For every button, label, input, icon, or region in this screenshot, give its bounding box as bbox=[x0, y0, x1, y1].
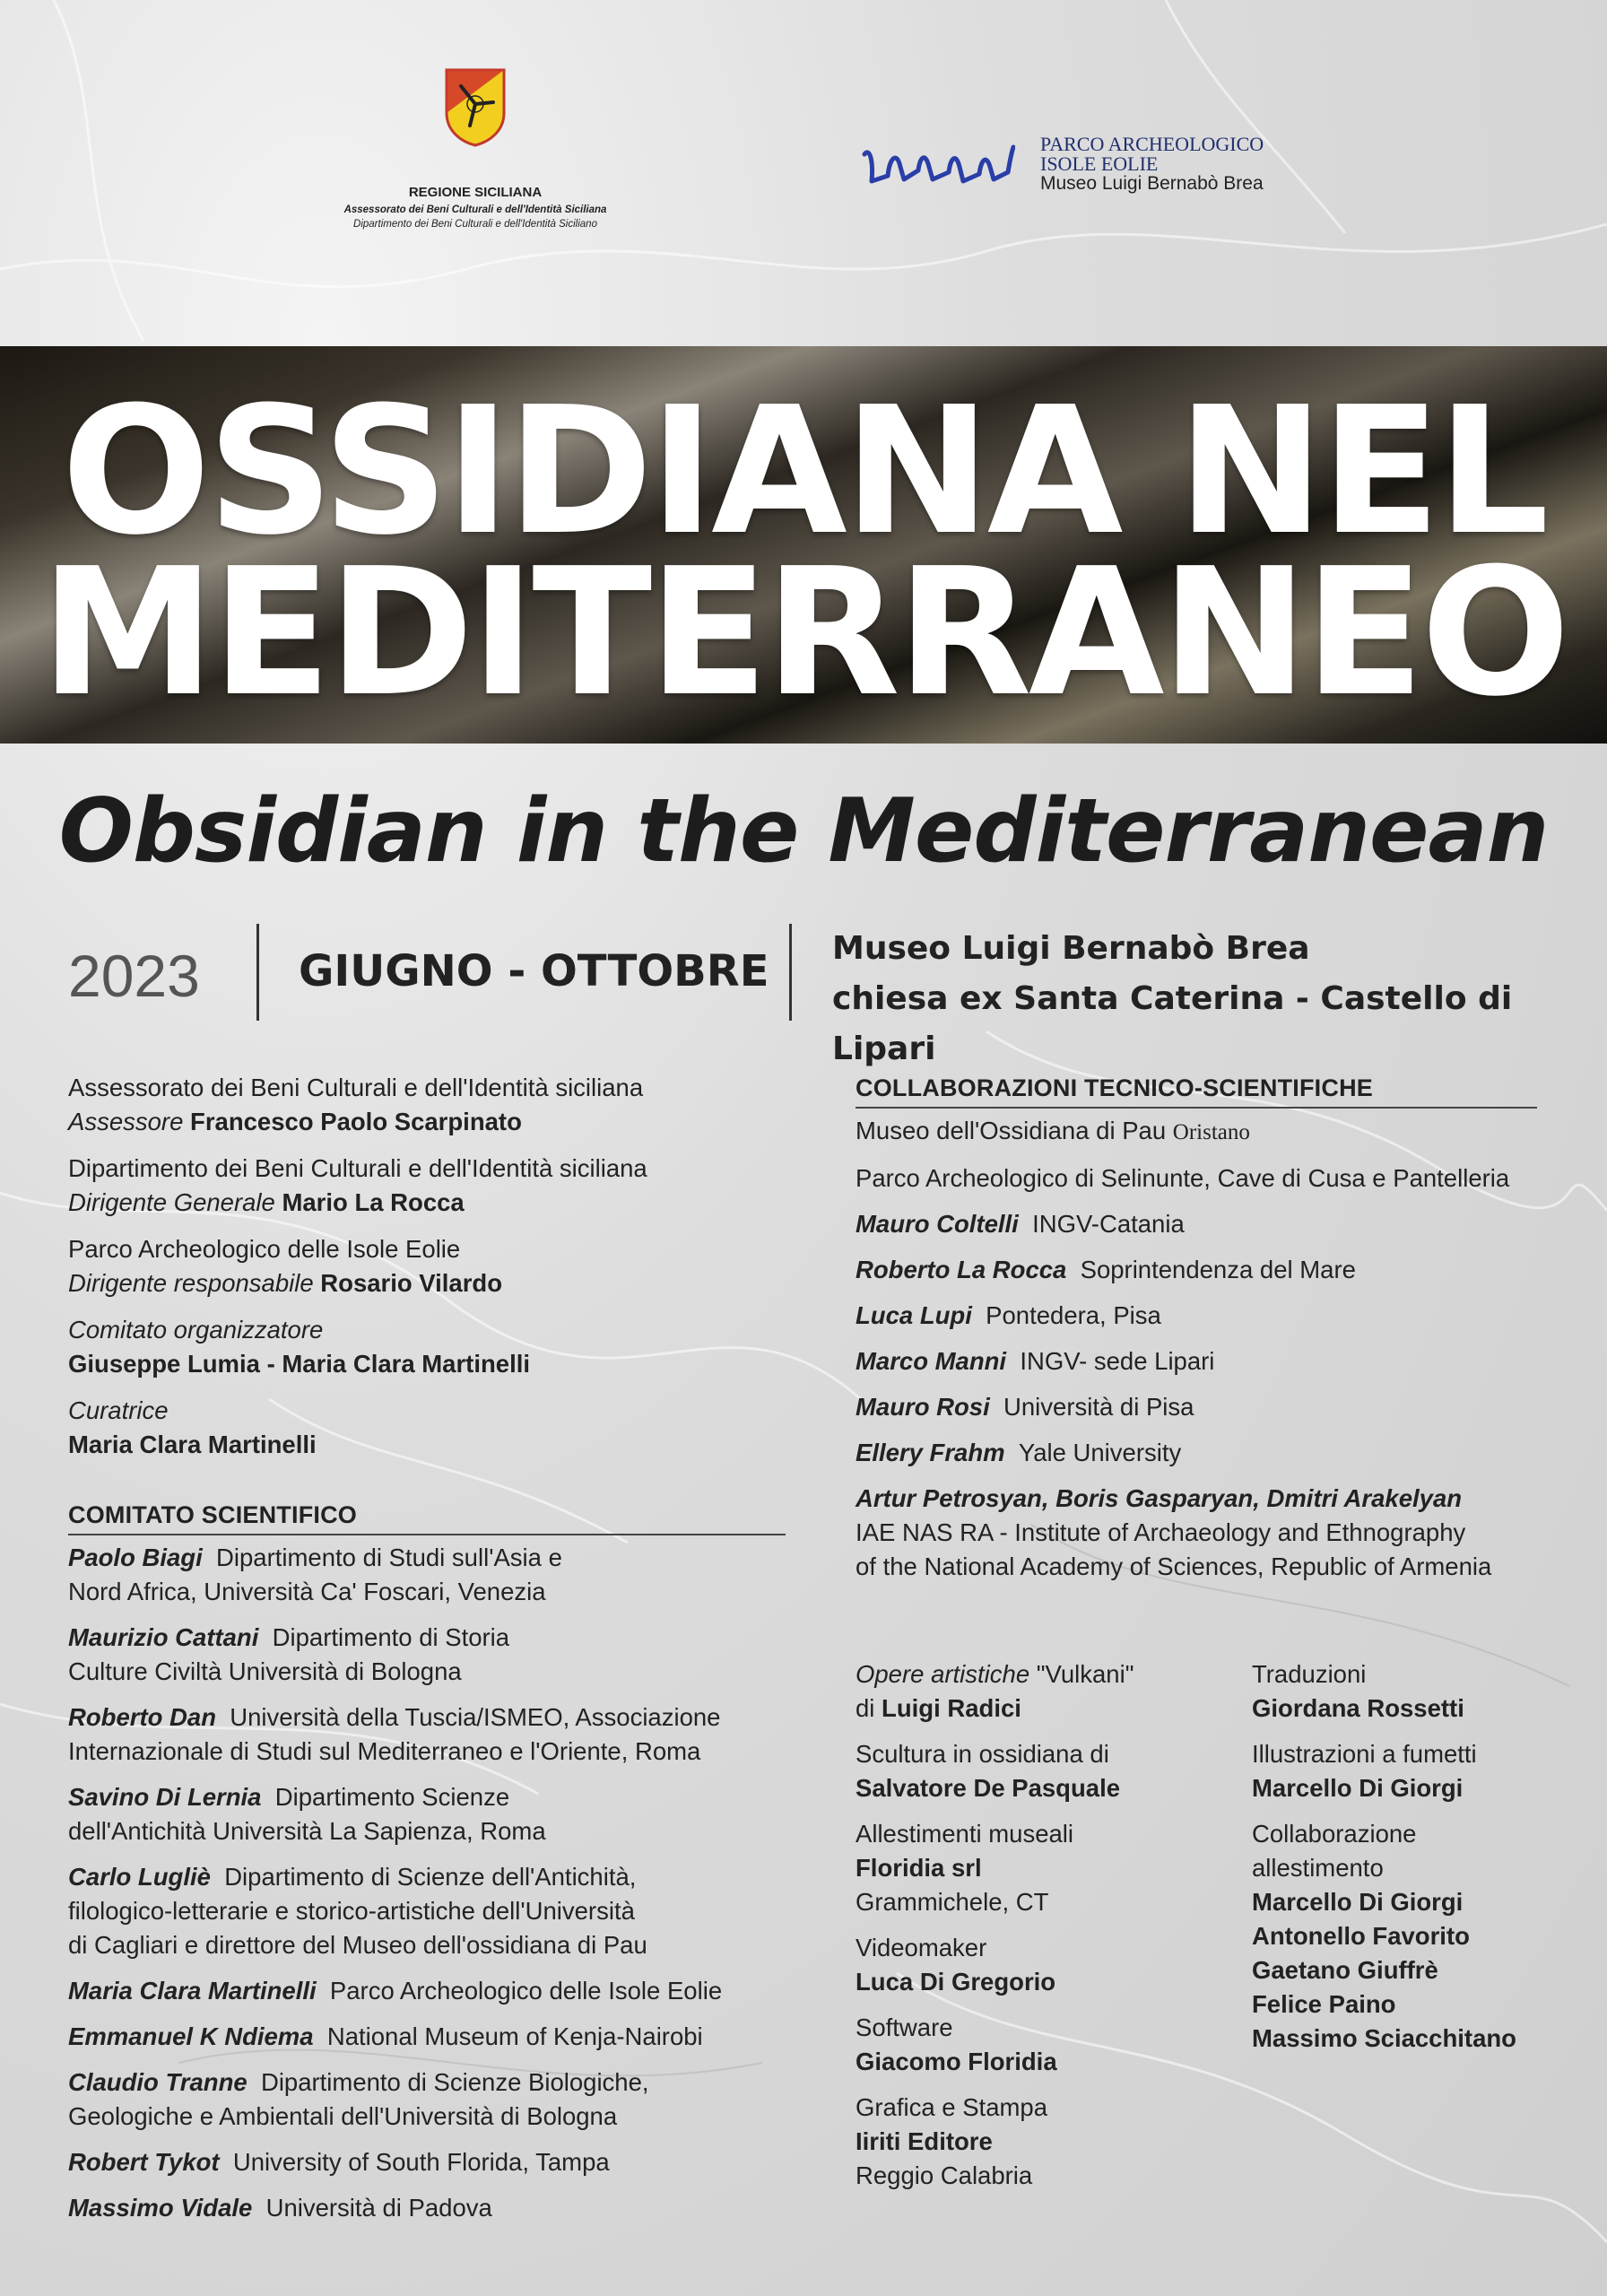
member-name: Robert Tykot bbox=[68, 2148, 220, 2176]
credit-label: allestimento bbox=[1252, 1854, 1384, 1882]
trinacria-shield-icon bbox=[443, 66, 508, 147]
credit-name: Salvatore De Pasquale bbox=[856, 1774, 1121, 1802]
park-line-3: Museo Luigi Bernabò Brea bbox=[1040, 173, 1264, 194]
credit-block bbox=[856, 1931, 1232, 1999]
parco-archeologico-logo bbox=[861, 135, 1327, 197]
list-item bbox=[68, 1700, 786, 1769]
member-aff: Dipartimento di Studi sull'Asia e bbox=[216, 1544, 562, 1571]
credit-label: Traduzioni bbox=[1252, 1660, 1367, 1688]
list-item bbox=[856, 1344, 1537, 1378]
member-aff: Università di Padova bbox=[265, 2194, 492, 2222]
right-column bbox=[856, 1071, 1537, 1596]
collaborations-heading: COLLABORAZIONI TECNICO-SCIENTIFICHE bbox=[856, 1071, 1537, 1109]
scientific-committee-heading: COMITATO SCIENTIFICO bbox=[68, 1498, 786, 1535]
member-name: Savino Di Lernia bbox=[68, 1783, 262, 1811]
person-name: Mario La Rocca bbox=[282, 1188, 465, 1216]
list-item bbox=[68, 1860, 786, 1962]
list-item bbox=[68, 1541, 786, 1609]
member-aff: Dipartimento di Scienze Biologiche, bbox=[260, 2068, 649, 2096]
member-aff: Dipartimento di Scienze dell'Antichità, bbox=[224, 1863, 637, 1891]
credit-label: Videomaker bbox=[856, 1934, 987, 1961]
person-name: Francesco Paolo Scarpinato bbox=[190, 1108, 522, 1135]
artwork-title: "Vulkani" bbox=[1036, 1660, 1134, 1688]
venue-line-1: Museo Luigi Bernabò Brea bbox=[832, 930, 1310, 967]
institution-block bbox=[68, 1232, 786, 1300]
credit-name: Iiriti Editore bbox=[856, 2127, 993, 2155]
credit-name: Giordana Rossetti bbox=[1252, 1694, 1464, 1722]
credits-column-b bbox=[1252, 1657, 1575, 2067]
credit-label: Grafica e Stampa bbox=[856, 2093, 1047, 2121]
member-aff: Nord Africa, Università Ca' Foscari, Venezia bbox=[68, 1578, 546, 1605]
list-item bbox=[68, 1780, 786, 1848]
list-item bbox=[68, 2145, 786, 2179]
list-item bbox=[856, 1114, 1537, 1150]
credit-name: Luigi Radici bbox=[882, 1694, 1021, 1722]
list-item bbox=[856, 1253, 1537, 1287]
region-name: REGIONE SICILIANA bbox=[408, 185, 543, 200]
venue bbox=[832, 924, 1607, 1074]
credit-label: Illustrazioni a fumetti bbox=[1252, 1740, 1477, 1768]
member-aff: Parco Archeologico delle Isole Eolie bbox=[329, 1977, 723, 2005]
credit-block bbox=[856, 1737, 1232, 1805]
collab-institution: Parco Archeologico di Selinunte, Cave di Cusa e Pantelleria bbox=[856, 1164, 1510, 1192]
member-aff: National Museum of Kenja-Nairobi bbox=[326, 2022, 703, 2050]
person-name: Ellery Frahm bbox=[856, 1439, 1005, 1466]
credit-label: Collaborazione bbox=[1252, 1820, 1417, 1848]
credit-label: Software bbox=[856, 2013, 953, 2041]
institution-name: Assessorato dei Beni Culturali e dell'Identità siciliana bbox=[68, 1074, 644, 1101]
credit-label: Scultura in ossidiana di bbox=[856, 1740, 1109, 1768]
credit-block bbox=[1252, 1657, 1575, 1726]
person-aff: IAE NAS RA - Institute of Archaeology and Ethnography bbox=[856, 1518, 1466, 1546]
left-column bbox=[68, 1071, 786, 2237]
credit-name: Marcello Di Giorgi bbox=[1252, 1774, 1464, 1802]
credits-column-a bbox=[856, 1657, 1232, 2205]
list-item bbox=[856, 1207, 1537, 1241]
role-label: Assessore bbox=[68, 1108, 184, 1135]
member-aff: Dipartimento di Storia bbox=[272, 1623, 510, 1651]
credit-block bbox=[856, 2091, 1232, 2193]
person-aff: Università di Pisa bbox=[1003, 1393, 1194, 1421]
credit-block bbox=[1252, 1737, 1575, 1805]
person-aff: INGV-Catania bbox=[1032, 1210, 1185, 1238]
member-aff: Internazionale di Studi sul Mediterraneo e l'Oriente, Roma bbox=[68, 1737, 701, 1765]
member-aff: filologico-letterarie e storico-artistiche dell'Università bbox=[68, 1897, 635, 1925]
member-name: Massimo Vidale bbox=[68, 2194, 253, 2222]
region-assessorato: Assessorato dei Beni Culturali e dell'Identità Siciliana bbox=[343, 204, 607, 215]
collab-place: Oristano bbox=[1172, 1120, 1250, 1144]
park-mark-icon bbox=[861, 140, 1015, 190]
institution-block bbox=[68, 1152, 786, 1220]
member-name: Maria Clara Martinelli bbox=[68, 1977, 317, 2005]
member-aff: Università della Tuscia/ISMEO, Associazione bbox=[230, 1703, 721, 1731]
year: 2023 bbox=[68, 943, 200, 1009]
person-aff: Soprintendenza del Mare bbox=[1080, 1256, 1356, 1283]
committee-label: Comitato organizzatore bbox=[68, 1316, 324, 1344]
credit-block bbox=[856, 2011, 1232, 2079]
credit-block bbox=[856, 1817, 1232, 1919]
role-label: Dirigente responsabile bbox=[68, 1269, 314, 1297]
months: GIUGNO - OTTOBRE bbox=[299, 946, 769, 996]
credit-name: Gaetano Giuffrè bbox=[1252, 1956, 1438, 1984]
park-line-2: ISOLE EOLIE bbox=[1040, 152, 1159, 175]
role-label: Dirigente Generale bbox=[68, 1188, 275, 1216]
list-item bbox=[856, 1161, 1537, 1196]
credit-name: Floridia srl bbox=[856, 1854, 982, 1882]
curator-name: Maria Clara Martinelli bbox=[68, 1431, 317, 1458]
member-aff: Culture Civiltà Università di Bologna bbox=[68, 1657, 462, 1685]
institution-block bbox=[68, 1071, 786, 1139]
member-aff: dell'Antichità Università La Sapienza, Roma bbox=[68, 1817, 546, 1845]
member-aff: di Cagliari e direttore del Museo dell'ossidiana di Pau bbox=[68, 1931, 647, 1959]
credit-block bbox=[1252, 1817, 1575, 2056]
credit-name: Marcello Di Giorgi bbox=[1252, 1888, 1464, 1916]
regione-siciliana-logo bbox=[269, 66, 682, 230]
collab-institution: Museo dell'Ossidiana di Pau bbox=[856, 1117, 1167, 1144]
list-item bbox=[68, 2191, 786, 2225]
member-name: Roberto Dan bbox=[68, 1703, 216, 1731]
person-aff: INGV- sede Lipari bbox=[1020, 1347, 1215, 1375]
credit-name: Giacomo Floridia bbox=[856, 2048, 1057, 2075]
credit-name: Felice Paino bbox=[1252, 1990, 1396, 2018]
list-item bbox=[68, 2020, 786, 2054]
person-aff: Yale University bbox=[1018, 1439, 1182, 1466]
institution-name: Dipartimento dei Beni Culturali e dell'Identità siciliana bbox=[68, 1154, 647, 1182]
member-aff: Dipartimento Scienze bbox=[274, 1783, 510, 1811]
venue-line-2: chiesa ex Santa Caterina - Castello di Lipari bbox=[832, 980, 1513, 1067]
credit-place: Reggio Calabria bbox=[856, 2161, 1033, 2189]
credit-label: di bbox=[856, 1694, 875, 1722]
curator bbox=[68, 1394, 786, 1462]
divider bbox=[789, 924, 792, 1021]
credit-label: Allestimenti museali bbox=[856, 1820, 1074, 1848]
member-aff: Geologiche e Ambientali dell'Università di Bologna bbox=[68, 2102, 618, 2130]
person-name: Roberto La Rocca bbox=[856, 1256, 1067, 1283]
credit-name: Massimo Sciacchitano bbox=[1252, 2024, 1516, 2052]
committee-names: Giuseppe Lumia - Maria Clara Martinelli bbox=[68, 1350, 530, 1378]
list-item bbox=[856, 1436, 1537, 1470]
list-item bbox=[68, 1621, 786, 1689]
person-name: Rosario Vilardo bbox=[320, 1269, 503, 1297]
region-dipartimento: Dipartimento dei Beni Culturali e dell'Identità Siciliano bbox=[353, 219, 597, 230]
park-line-1: PARCO ARCHEOLOGICO bbox=[1040, 133, 1264, 155]
divider bbox=[256, 924, 259, 1021]
member-name: Paolo Biagi bbox=[68, 1544, 203, 1571]
member-name: Claudio Tranne bbox=[68, 2068, 248, 2096]
member-name: Maurizio Cattani bbox=[68, 1623, 259, 1651]
member-aff: University of South Florida, Tampa bbox=[232, 2148, 610, 2176]
credit-place: Grammichele, CT bbox=[856, 1888, 1049, 1916]
title-banner bbox=[0, 346, 1607, 744]
list-item bbox=[856, 1390, 1537, 1424]
person-name: Mauro Coltelli bbox=[856, 1210, 1019, 1238]
member-name: Emmanuel K Ndiema bbox=[68, 2022, 314, 2050]
organizing-committee bbox=[68, 1313, 786, 1381]
member-name: Carlo Lugliè bbox=[68, 1863, 211, 1891]
credit-label: Opere artistiche bbox=[856, 1660, 1030, 1688]
person-name: Mauro Rosi bbox=[856, 1393, 990, 1421]
person-name: Marco Manni bbox=[856, 1347, 1007, 1375]
credit-name: Antonello Favorito bbox=[1252, 1922, 1470, 1950]
subtitle: Obsidian in the Mediterranean bbox=[58, 780, 1549, 883]
person-name: Luca Lupi bbox=[856, 1301, 972, 1329]
list-item bbox=[68, 2066, 786, 2134]
person-aff: Pontedera, Pisa bbox=[986, 1301, 1161, 1329]
credit-block bbox=[856, 1657, 1232, 1726]
title-line-1: OSSIDIANA NEL bbox=[61, 370, 1546, 574]
list-item bbox=[856, 1299, 1537, 1333]
title-line-2: MEDITERRANEO bbox=[39, 531, 1568, 735]
credit-name: Luca Di Gregorio bbox=[856, 1968, 1056, 1996]
person-aff: of the National Academy of Sciences, Republic of Armenia bbox=[856, 1552, 1492, 1580]
list-item bbox=[68, 1974, 786, 2008]
list-item bbox=[856, 1482, 1537, 1584]
curator-label: Curatrice bbox=[68, 1396, 169, 1424]
institution-name: Parco Archeologico delle Isole Eolie bbox=[68, 1235, 461, 1263]
person-name: Artur Petrosyan, Boris Gasparyan, Dmitri Arakelyan bbox=[856, 1484, 1463, 1512]
